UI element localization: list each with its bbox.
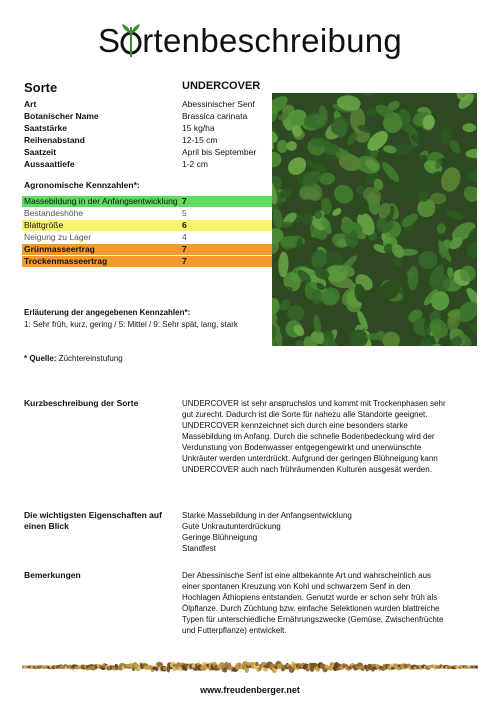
title-prefix: S: [97, 22, 121, 59]
property-value: 15 kg/ha: [182, 123, 215, 133]
agronomic-row-label: Massebildung in der Anfangsentwicklung: [24, 196, 178, 206]
agronomic-row-label: Blattgröße: [24, 220, 64, 230]
seed-shape: [255, 662, 258, 666]
bemerkungen-label: Bemerkungen: [24, 570, 81, 580]
label-line: einen Blick: [24, 521, 69, 531]
property-value: 1-2 cm: [182, 159, 208, 169]
text-line: Verdunstung von Bodenwasser entgegengewirkt und unerwünschte: [182, 443, 422, 452]
logo-leaf-o-icon: [120, 26, 142, 56]
text-line: Unkräuter werden unterdrückt. Aufgrund der geringen Blühneigung kann: [182, 454, 438, 463]
leaf-shape: [445, 209, 465, 221]
agronomic-row-value: 4: [182, 232, 187, 242]
sorte-value: UNDERCOVER: [182, 80, 261, 92]
agronomic-row-label: Trockenmasseertrag: [24, 256, 108, 266]
agronomic-heading: Agronomische Kennzahlen*:: [24, 180, 140, 190]
leaf-shape: [437, 223, 446, 234]
label-line: Die wichtigsten Eigenschaften auf: [24, 510, 162, 520]
leaf-shape: [417, 250, 438, 271]
agronomic-row-label: Neigung zu Lager: [24, 232, 92, 242]
crop-photo: [272, 93, 477, 346]
leaf-shape: [468, 320, 477, 337]
explanation-text: 1: Sehr früh, kurz, gering / 5: Mittel / 9: Sehr spät, lang, stark: [24, 320, 238, 329]
agronomic-row-label: Bestandeshöhe: [24, 208, 84, 218]
text-line: UNDERCOVER kennzeichnet sich durch eine besonders starke: [182, 421, 408, 430]
text-line: UNDERCOVER auch nach frühräumenden Kulturen ausgesät werden.: [182, 465, 432, 474]
leaf-shape: [466, 167, 477, 183]
eigenschaften-label: [24, 510, 174, 532]
agronomic-row: [22, 244, 272, 255]
property-label: Saatzeit: [24, 147, 57, 157]
agronomic-row-value: 5: [182, 208, 187, 218]
sorte-label: Sorte: [24, 80, 58, 95]
agronomic-row-value: 7: [182, 196, 187, 206]
property-value: Brassica carinata: [182, 111, 248, 121]
leaf-shape: [319, 172, 336, 185]
property-label: Botanischer Name: [24, 111, 99, 121]
agronomic-row-value: 7: [182, 244, 187, 254]
title-rest: rtenbeschreibung: [142, 22, 403, 59]
footer-url: www.freudenberger.net: [200, 685, 300, 695]
leaf-shape: [365, 333, 384, 340]
property-value: 12-15 cm: [182, 135, 218, 145]
leaf-shape: [379, 160, 401, 184]
source-line: [24, 354, 123, 364]
text-line: UNDERCOVER ist sehr anspruchslos und kommt mit Trockenphasen sehr: [182, 399, 446, 408]
source-label: * Quelle:: [24, 354, 57, 363]
text-line: einer spontanen Kreuzung von Kohl und schwarzem Senf in den: [182, 582, 411, 591]
text-line: Massebildung im Anfang. Durch die schnelle Bodenbedeckung wird der: [182, 432, 435, 441]
leaf-shape: [437, 110, 448, 125]
leaf-shape: [463, 123, 477, 132]
agronomic-row-label: Grünmasseertrag: [24, 244, 95, 254]
agronomic-row-value: 6: [182, 220, 187, 230]
explanation-heading: Erläuterung der angegebenen Kennzahlen*:: [24, 308, 191, 317]
property-label: Reihenabstand: [24, 135, 85, 145]
property-label: Saatstärke: [24, 123, 68, 133]
leaf-shape: [277, 140, 288, 154]
seed-strip-decoration: [22, 660, 478, 674]
leaf-shape: [331, 206, 343, 217]
agronomic-row: [22, 208, 272, 219]
leaf-shape: [440, 340, 451, 346]
agronomic-row: [22, 256, 272, 267]
text-line: Standfest: [182, 544, 216, 553]
agronomic-row: [22, 232, 272, 243]
text-line: und Futterpflanze) entwickelt.: [182, 626, 287, 635]
text-line: Geringe Blühneigung: [182, 533, 258, 542]
kurzbeschreibung-text: [182, 398, 472, 475]
eigenschaften-list: [182, 510, 472, 554]
bemerkungen-text: [182, 570, 472, 636]
text-line: Typen für unterschiedliche Ernährungszwecke (Gemüse, Zwischenfrüchte: [182, 615, 444, 624]
text-line: Starke Massebildung in der Anfangsentwicklung: [182, 511, 352, 520]
agronomic-row: [22, 220, 272, 231]
leaf-shape: [407, 266, 419, 291]
property-value: April bis September: [182, 147, 257, 157]
property-value: Abessinischer Senf: [182, 99, 255, 109]
text-line: Hochlagen Äthiopiens entstanden. Genutzt wurde er schon sehr früh als: [182, 593, 438, 602]
leaf-shape: [330, 181, 357, 208]
leaf-shape: [465, 148, 477, 158]
page-title: [0, 22, 500, 60]
leaf-shape: [471, 200, 477, 220]
text-line: Gute Unkrautunterdrückung: [182, 522, 281, 531]
leaf-shape: [272, 151, 283, 169]
agronomic-row: [22, 196, 272, 207]
agronomic-row-value: 7: [182, 256, 187, 266]
property-label: Aussaattiefe: [24, 159, 75, 169]
kurzbeschreibung-label: Kurzbeschreibung der Sorte: [24, 398, 139, 408]
text-line: Der Abessinische Senf ist eine altbekannte Art und wahrscheinlich aus: [182, 571, 432, 580]
text-line: gut zurecht. Dadurch ist die Sorte für nahezu alle Standorte geeignet.: [182, 410, 428, 419]
property-label: Art: [24, 99, 37, 109]
leaf-shape: [464, 239, 477, 262]
text-line: Ölpflanze. Durch Züchtung bzw. einfache Selektionen wurden blattreiche: [182, 604, 440, 613]
source-text: Züchtereinstufung: [58, 354, 123, 363]
